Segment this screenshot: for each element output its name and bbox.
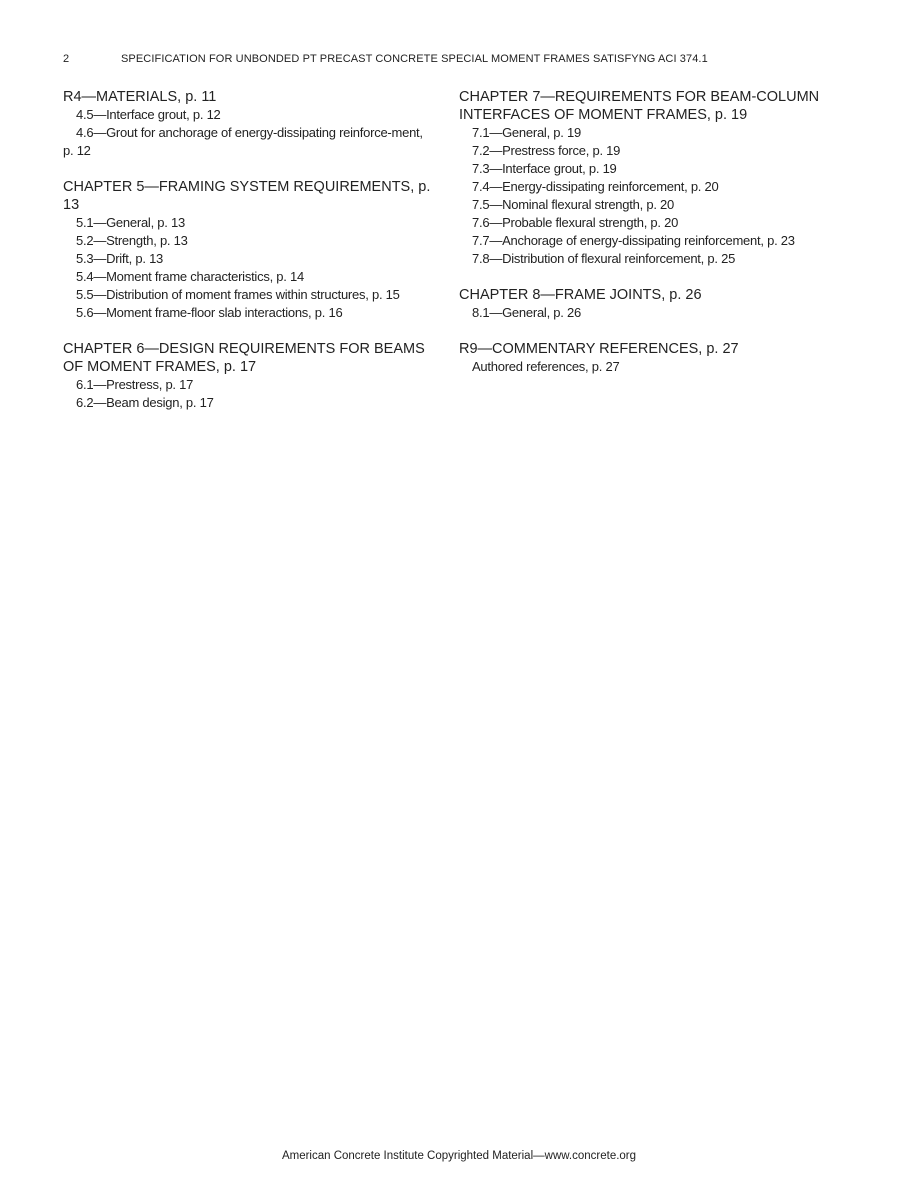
chapter-heading-7[interactable]: CHAPTER 7—REQUIREMENTS FOR BEAM-COLUMN INTERFACES OF MOMENT FRAMES, p. 19 (459, 89, 820, 123)
toc-section (63, 88, 433, 160)
page-number: 2 (63, 53, 70, 65)
toc-entry[interactable]: 4.5—Interface grout, p. 12 (76, 107, 221, 122)
toc-entry[interactable]: 4.6—Grout for anchorage of energy-dissipating reinforce-ment, p. 12 (63, 125, 423, 158)
toc-entry[interactable]: 7.2—Prestress force, p. 19 (472, 143, 621, 158)
toc-entry[interactable]: 7.5—Nominal flexural strength, p. 20 (472, 197, 674, 212)
toc-section (459, 88, 834, 268)
toc-entry[interactable]: 7.7—Anchorage of energy-dissipating reinforcement, p. 23 (472, 233, 795, 248)
entry-list (63, 106, 433, 160)
toc-entry[interactable]: 5.4—Moment frame characteristics, p. 14 (76, 269, 304, 284)
toc-entry[interactable]: Authored references, p. 27 (472, 359, 620, 374)
toc-section (63, 178, 433, 322)
entry-list (63, 376, 433, 412)
toc-right-column (459, 88, 834, 394)
toc-entry[interactable]: 7.1—General, p. 19 (472, 125, 581, 140)
chapter-heading-r4[interactable]: R4—MATERIALS, p. 11 (63, 89, 217, 105)
copyright-footer: American Concrete Institute Copyrighted Material—www.concrete.org (281, 1150, 637, 1162)
chapter-heading-r9[interactable]: R9—COMMENTARY REFERENCES, p. 27 (459, 341, 739, 357)
running-header: SPECIFICATION FOR UNBONDED PT PRECAST CONCRETE SPECIAL MOMENT FRAMES SATISFYNG ACI 374.1 (121, 53, 708, 65)
toc-entry[interactable]: 5.3—Drift, p. 13 (76, 251, 164, 266)
toc-entry[interactable]: 5.1—General, p. 13 (76, 215, 185, 230)
toc-section (459, 340, 834, 376)
toc-entry[interactable]: 6.1—Prestress, p. 17 (76, 377, 194, 392)
toc-entry[interactable]: 7.4—Energy-dissipating reinforcement, p. 20 (472, 179, 719, 194)
entry-list (63, 214, 433, 322)
chapter-heading-6[interactable]: CHAPTER 6—DESIGN REQUIREMENTS FOR BEAMS OF MOMENT FRAMES, p. 17 (63, 341, 425, 375)
toc-entry[interactable]: 8.1—General, p. 26 (472, 305, 581, 320)
entry-list (459, 358, 834, 376)
entry-list (459, 304, 834, 322)
chapter-heading-8[interactable]: CHAPTER 8—FRAME JOINTS, p. 26 (459, 287, 702, 303)
toc-entry[interactable]: 7.8—Distribution of flexural reinforcement, p. 25 (472, 251, 736, 266)
toc-section (63, 340, 433, 412)
toc-section (459, 286, 834, 322)
toc-entry[interactable]: 5.6—Moment frame-floor slab interactions, p. 16 (76, 305, 343, 320)
toc-entry[interactable]: 5.2—Strength, p. 13 (76, 233, 188, 248)
toc-entry[interactable]: 6.2—Beam design, p. 17 (76, 395, 214, 410)
toc-entry[interactable]: 7.3—Interface grout, p. 19 (472, 161, 617, 176)
entry-list (459, 124, 834, 268)
toc-entry[interactable]: 5.5—Distribution of moment frames within structures, p. 15 (76, 287, 400, 302)
toc-left-column (63, 88, 433, 430)
chapter-heading-5[interactable]: CHAPTER 5—FRAMING SYSTEM REQUIREMENTS, p. 13 (63, 179, 431, 213)
toc-entry[interactable]: 7.6—Probable flexural strength, p. 20 (472, 215, 679, 230)
